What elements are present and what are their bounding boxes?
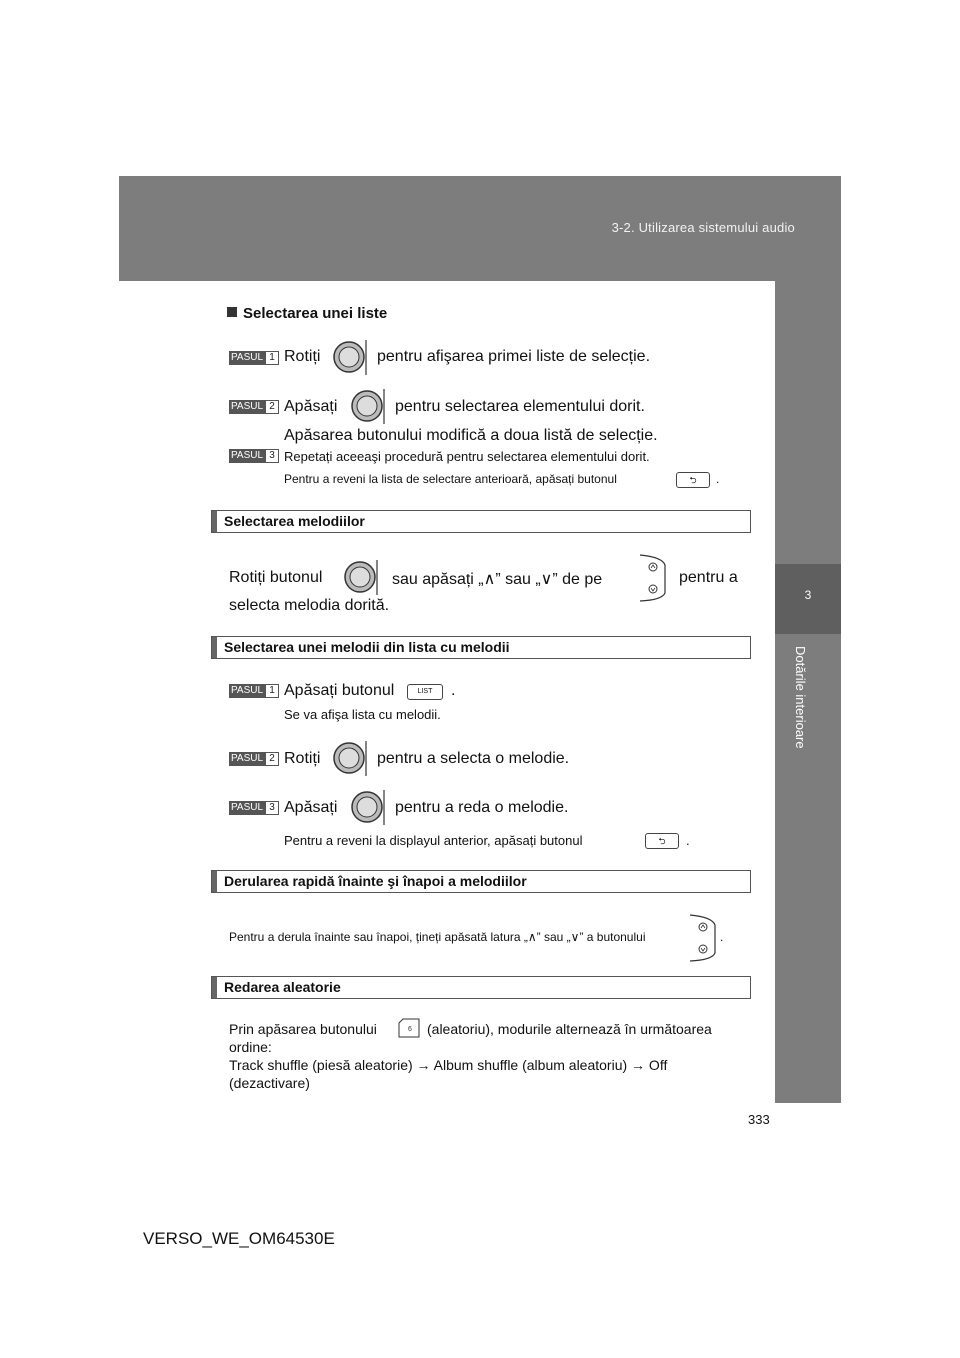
step1-post: pentru afişarea primei liste de selecție.	[377, 348, 651, 365]
step-badge	[229, 752, 279, 766]
list-back-note: Pentru a reveni la displayul anterior, apăsați butonul	[284, 833, 583, 848]
page-number: 333	[748, 1112, 770, 1127]
step-number: 1	[266, 685, 278, 697]
step-number: 3	[266, 450, 278, 462]
step-word: PASUL	[231, 802, 264, 813]
section-title: Derularea rapidă înainte şi înapoi a melodiilor	[224, 873, 527, 889]
document-code: VERSO_WE_OM64530E	[143, 1229, 335, 1248]
back-button-icon: ⮌	[676, 472, 710, 488]
step-badge	[229, 449, 279, 463]
step-word: PASUL	[231, 753, 264, 764]
random-line1-a: Prin apăsarea butonului	[229, 1021, 377, 1037]
step-badge	[229, 400, 279, 414]
square-bullet-icon	[227, 307, 237, 317]
random-line3: Track shuffle (piesă aleatorie) → Album shuffle (album aleatoriu) → Off	[229, 1057, 668, 1073]
step3-text: Repetați aceeaşi procedură pentru selectarea elementului dorit.	[284, 449, 650, 464]
section-accent	[212, 977, 217, 998]
list-step2-pre: Rotiți	[284, 750, 321, 767]
seek-up-down-switch-icon	[638, 553, 668, 603]
section-header	[211, 636, 751, 659]
side-tab-label-box	[775, 634, 841, 1103]
step2-pre: Apăsați	[284, 398, 338, 415]
heading-select-list-text: Selectarea unei liste	[243, 305, 388, 322]
step2-post: pentru selectarea elementului dorit.	[395, 398, 645, 415]
tune-knob-icon	[331, 740, 367, 776]
random-line1-b: (aleatoriu), modurile alternează în următoarea	[427, 1021, 712, 1037]
step-badge	[229, 684, 279, 698]
songs-p2: selecta melodia dorită.	[229, 597, 390, 614]
list-back-note-end: .	[686, 833, 690, 848]
random-line4: (dezactivare)	[229, 1075, 310, 1091]
heading-select-list	[227, 305, 387, 322]
step-word: PASUL	[231, 685, 264, 696]
section-accent	[212, 511, 217, 532]
list-step1-post: .	[451, 682, 456, 699]
fast-forward-text: Pentru a derula înainte sau înapoi, țineți apăsată latura „∧” sau „∨” a butonului	[229, 930, 646, 944]
step-badge	[229, 801, 279, 815]
random-button-label: 6	[408, 1026, 412, 1033]
songs-p1-b: sau apăsați „∧” sau „∨” de pe	[392, 571, 603, 588]
fast-forward-end: .	[720, 930, 724, 944]
songs-p1-c: pentru a	[679, 569, 738, 586]
step-word: PASUL	[231, 450, 264, 461]
random-line2: ordine:	[229, 1039, 272, 1055]
list-step2-post: pentru a selecta o melodie.	[377, 750, 570, 767]
side-tab-number-box	[775, 564, 841, 634]
step-number: 2	[266, 753, 278, 765]
side-tab-top	[775, 281, 841, 564]
side-tab-number: 3	[804, 588, 812, 602]
section-title: Selectarea melodiilor	[224, 513, 365, 529]
tune-knob-icon	[331, 339, 367, 375]
back-note-end: .	[716, 472, 720, 486]
section-header	[211, 870, 751, 893]
step-word: PASUL	[231, 352, 264, 363]
list-button-icon: LIST	[407, 684, 443, 700]
tune-knob-icon	[349, 789, 385, 825]
tune-knob-icon	[349, 388, 385, 424]
back-button-icon: ⮌	[645, 833, 679, 849]
section-title: Redarea aleatorie	[224, 979, 341, 995]
back-note: Pentru a reveni la lista de selectare anterioară, apăsați butonul	[284, 472, 617, 486]
section-header	[211, 976, 751, 999]
side-tab-label: Dotările interioare	[793, 646, 808, 749]
section-accent	[212, 871, 217, 892]
list-step1-pre: Apăsați butonul	[284, 682, 395, 699]
songs-p1-a: Rotiți butonul	[229, 569, 323, 586]
step-badge	[229, 351, 279, 365]
section-header	[211, 510, 751, 533]
section-accent	[212, 637, 217, 658]
section-title: Selectarea unei melodii din lista cu melodii	[224, 639, 510, 655]
section-title: 3-2. Utilizarea sistemului audio	[611, 220, 795, 235]
step-number: 2	[266, 401, 278, 413]
step2-line2: Apăsarea butonului modifică a doua listă de selecție.	[284, 427, 658, 444]
seek-up-down-switch-icon	[688, 913, 718, 963]
tune-knob-icon	[342, 559, 378, 595]
step1-pre: Rotiți	[284, 348, 321, 365]
list-step3-post: pentru a reda o melodie.	[395, 799, 569, 816]
list-step3-pre: Apăsați	[284, 799, 338, 816]
header-band	[119, 176, 841, 281]
step-word: PASUL	[231, 401, 264, 412]
list-step1-note: Se va afişa lista cu melodii.	[284, 707, 441, 722]
random-button-icon	[398, 1018, 420, 1038]
step-number: 1	[266, 352, 278, 364]
step-number: 3	[266, 802, 278, 814]
